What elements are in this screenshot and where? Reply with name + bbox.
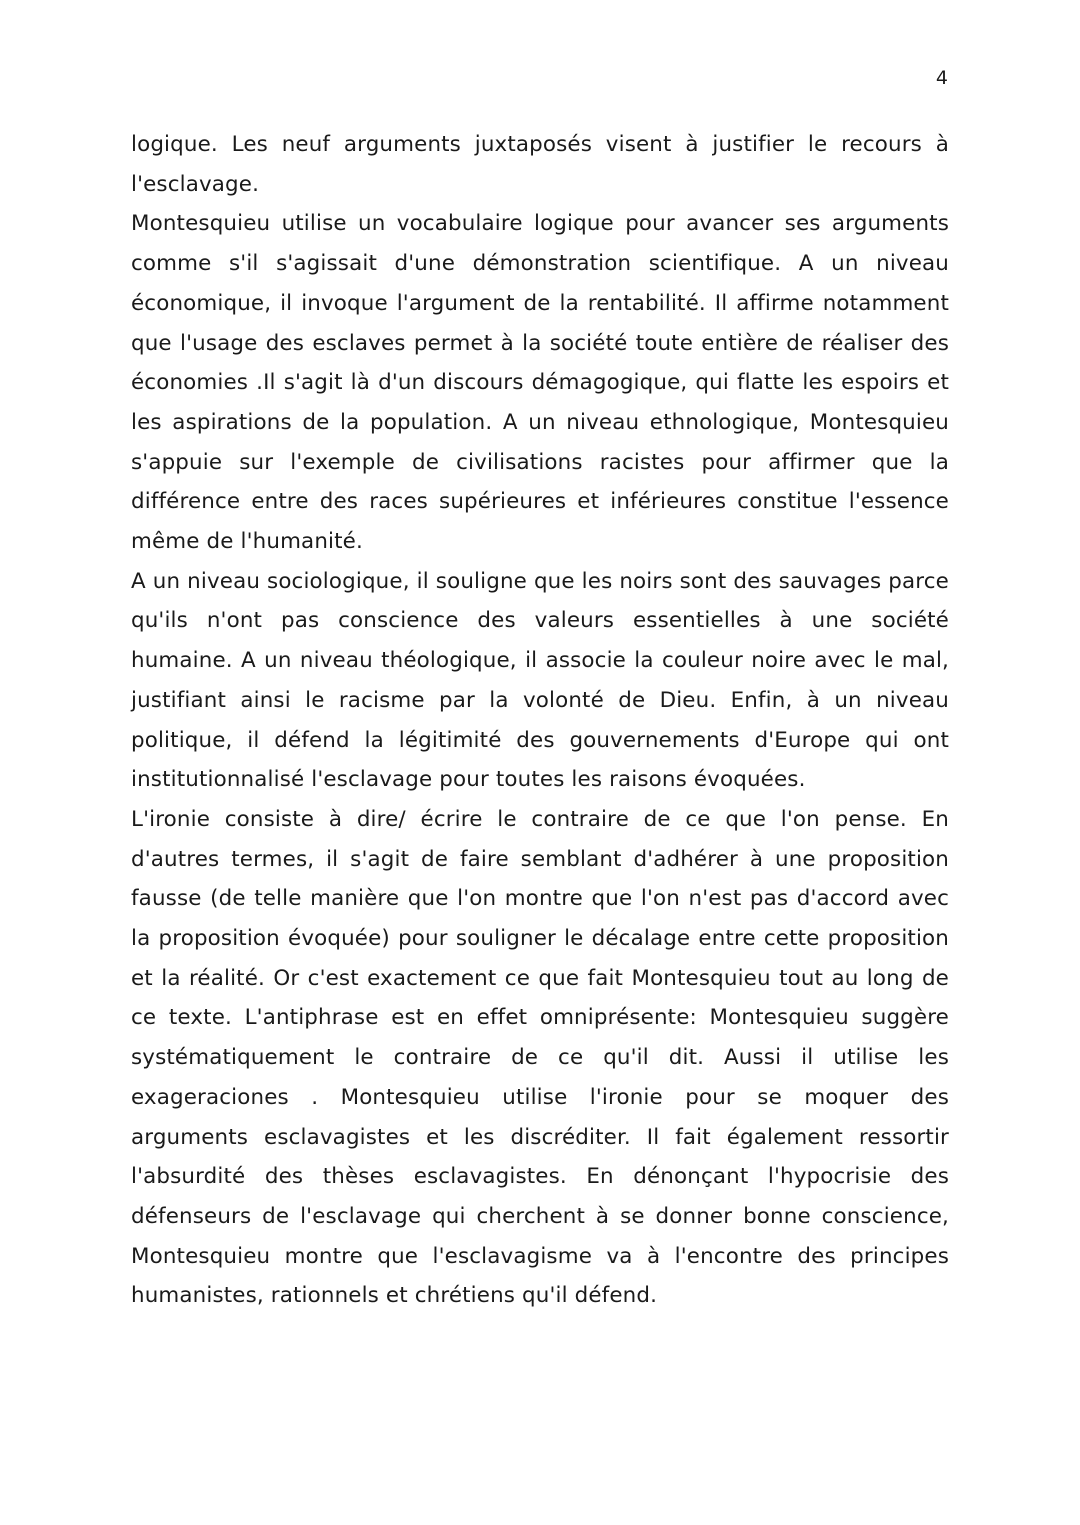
paragraph-irony: L'ironie consiste à dire/ écrire le contraire de ce que l'on pense. En d'autres termes, il s'agit de faire semblant d'adhérer à une proposition fausse (de telle manière que l'on montre que l'on n'est pas d'accord avec la proposition évoquée) pour souligner le décalage entre cette proposition et la réalité. Or c'est exactement ce que fait Montesquieu tout au long de ce texte. L'antiphrase est en effet omniprésente: Montesquieu suggère systématiquement le contraire de ce qu'il dit. Aussi il utilise les exageraciones . Montesquieu utilise l'ironie pour se moquer des arguments esclavagistes et les discréditer. Il fait également ressortir l'absurdité des thèses esclavagistes. En dénonçant l'hypocrisie des défenseurs de l'esclavage qui cherchent à se donner bonne conscience, Montesquieu montre que l'esclavagisme va à l'encontre des principes humanistes, rationnels et chrétiens qu'il défend. (131, 806, 949, 1309)
paragraph-sociological: A un niveau sociologique, il souligne que les noirs sont des sauvages parce qu'ils n'ont pas conscience des valeurs essentielles à une société humaine. A un niveau théologique, il associe la couleur noire avec le mal, justifiant ainsi le racisme par la volonté de Dieu. Enfin, à un niveau politique, il défend la légitimité des gouvernements d'Europe qui ont institutionnalisé l'esclavage pour toutes les raisons évoquées. (131, 568, 949, 793)
document-body (131, 125, 949, 1316)
paragraph-intro: logique. Les neuf arguments juxtaposés visent à justifier le recours à l'esclavage. (131, 132, 949, 197)
page-number: 4 (935, 67, 948, 89)
paragraph-arguments: Montesquieu utilise un vocabulaire logique pour avancer ses arguments comme s'il s'agissait d'une démonstration scientifique. A un niveau économique, il invoque l'argument de la rentabilité. Il affirme notamment que l'usage des esclaves permet à la société toute entière de réaliser des économies .Il s'agit là d'un discours démagogique, qui flatte les espoirs et les aspirations de la population. A un niveau ethnologique, Montesquieu s'appuie sur l'exemple de civilisations racistes pour affirmer que la différence entre des races supérieures et inférieures constitue l'essence même de l'humanité. (131, 211, 949, 555)
